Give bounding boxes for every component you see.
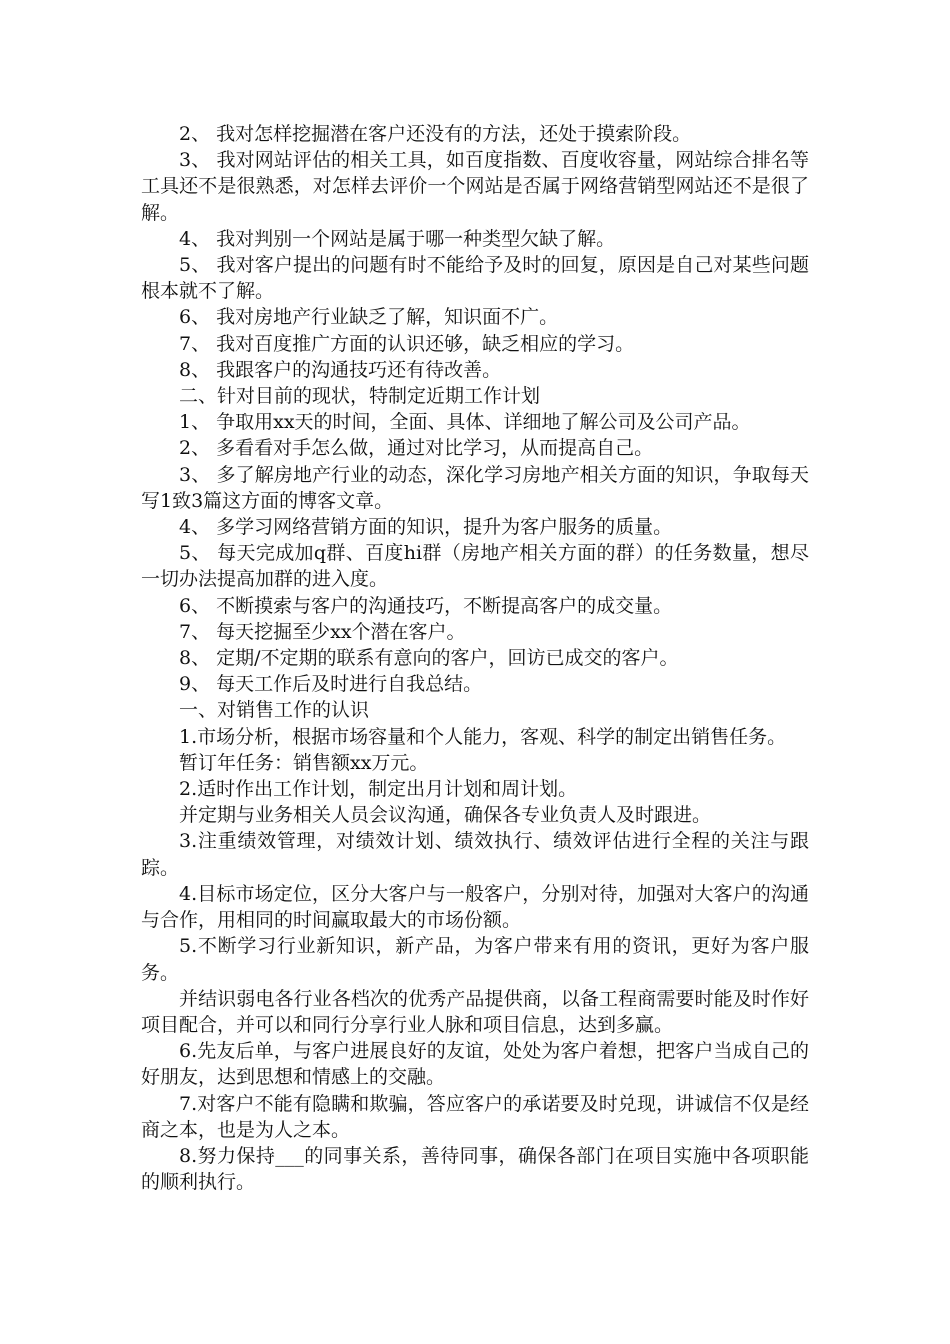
paragraph: 3.注重绩效管理，对绩效计划、绩效执行、绩效评估进行全程的关注与跟踪。 [141,830,809,879]
paragraph: 并结识弱电各行业各档次的优秀产品提供商，以备工程商需要时能及时作好项目配合，并可以和同行分享行业人脉和项目信息，达到多赢。 [141,987,809,1036]
paragraph: 暂订年任务：销售额xx万元。 [179,751,429,774]
paragraph: 7.对客户不能有隐瞒和欺骗，答应客户的承诺要及时兑现，讲诚信不仅是经商之本，也是为人之本。 [141,1092,809,1141]
paragraph: 1.市场分析，根据市场容量和个人能力，客观、科学的制定出销售任务。 [179,725,787,748]
paragraph: 6.先友后单，与客户进展良好的友谊，处处为客户着想，把客户当成自己的好朋友，达到思想和情感上的交融。 [141,1040,809,1089]
paragraph: 4.目标市场定位，区分大客户与一般客户，分别对待，加强对大客户的沟通与合作，用相同的时间赢取最大的市场份额。 [141,882,809,932]
paragraph: 4、 我对判别一个网站是属于哪一种类型欠缺了解。 [179,227,616,250]
paragraph: 8.努力保持___的同事关系，善待同事，确保各部门在项目实施中各项职能的顺利执行。 [141,1144,809,1194]
paragraph: 5、 每天完成加q群、百度hi群（房地产相关方面的群）的任务数量，想尽一切办法提高加群的进入度。 [141,542,809,591]
paragraph: 5.不断学习行业新知识，新产品，为客户带来有用的资讯，更好为客户服务。 [141,935,809,984]
paragraph: 2、 我对怎样挖掘潜在客户还没有的方法，还处于摸索阶段。 [179,123,692,145]
paragraph: 2、 多看看对手怎么做，通过对比学习，从而提高自己。 [179,437,654,460]
paragraph: 2.适时作出工作计划，制定出月计划和周计划。 [179,778,578,801]
paragraph: 4、 多学习网络营销方面的知识，提升为客户服务的质量。 [179,516,673,539]
paragraph: 6、 我对房地产行业缺乏了解，知识面不广。 [179,306,559,329]
paragraph: 1、 争取用xx天的时间，全面、具体、详细地了解公司及公司产品。 [179,411,751,434]
section-heading: 一、对销售工作的认识 [179,699,370,722]
paragraph: 6、 不断摸索与客户的沟通技巧，不断提高客户的成交量。 [179,594,673,617]
paragraph: 3、 多了解房地产行业的动态，深化学习房地产相关方面的知识，争取每天写1致3篇这方面的博客文章。 [141,463,809,512]
section-heading: 二、针对目前的现状，特制定近期工作计划 [179,385,541,408]
paragraph: 3、 我对网站评估的相关工具，如百度指数、百度收容量，网站综合排名等工具还不是很熟悉，对怎样去评价一个网站是否属于网络营销型网站还不是很了解。 [141,149,809,224]
paragraph: 5、 我对客户提出的问题有时不能给予及时的回复，原因是自己对某些问题根本就不了解。 [141,254,809,303]
paragraph: 9、 每天工作后及时进行自我总结。 [179,673,483,696]
paragraph: 7、 每天挖掘至少xx个潜在客户。 [179,620,466,643]
paragraph: 8、 定期/不定期的联系有意向的客户，回访已成交的客户。 [179,647,679,670]
paragraph: 并定期与业务相关人员会议沟通，确保各专业负责人及时跟进。 [179,804,712,827]
paragraph: 8、 我跟客户的沟通技巧还有待改善。 [179,358,502,381]
document-body [141,121,809,1195]
paragraph: 7、 我对百度推广方面的认识还够，缺乏相应的学习。 [179,332,635,355]
